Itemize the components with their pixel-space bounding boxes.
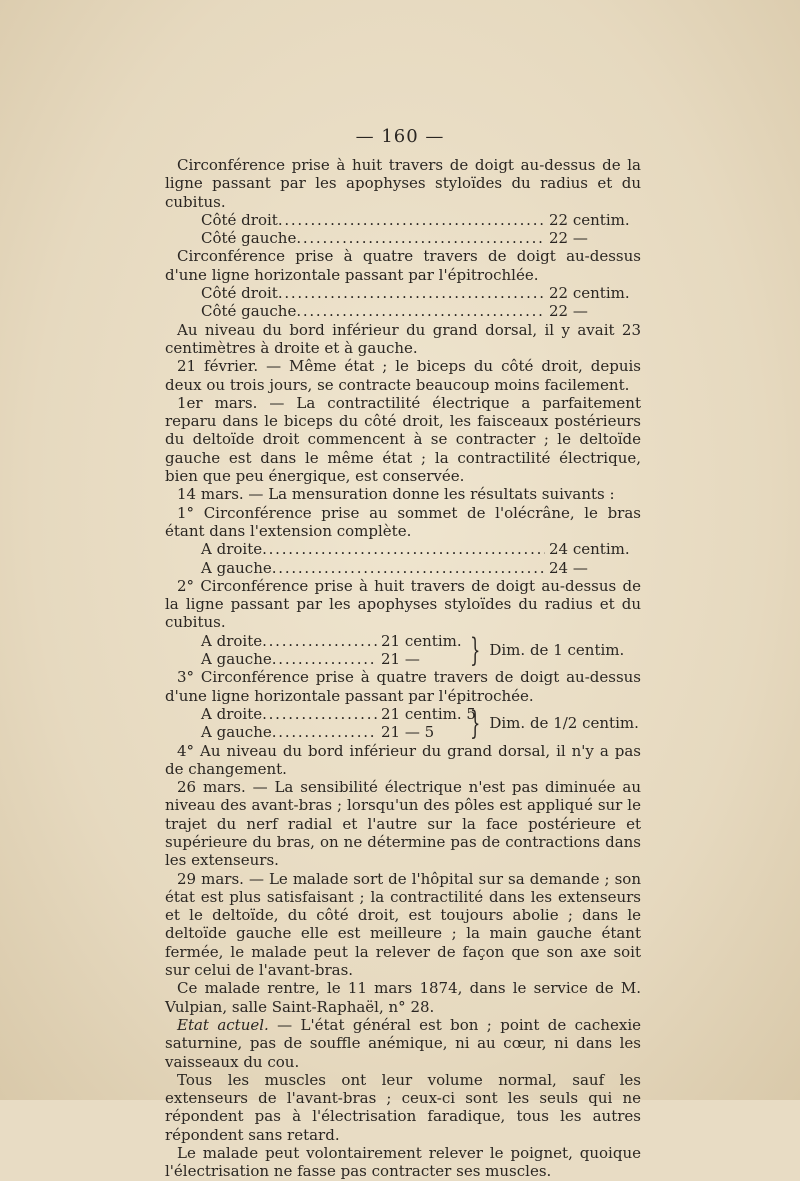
measure-label: A droite <box>201 631 263 650</box>
curly-brace: } <box>470 704 481 743</box>
measure-label: A gauche <box>201 558 272 577</box>
measurement-row <box>165 211 641 229</box>
measure-value: 22 centim. <box>549 284 630 303</box>
paragraph: 3° Circonférence prise à quatre travers de doigt au-dessus d'une ligne horizontale passant par l'épitrochée. <box>165 668 641 705</box>
measure-value: 21 centim. <box>381 631 462 650</box>
measure-label: A gauche <box>201 650 272 669</box>
paragraph: 29 mars. — Le malade sort de l'hôpital sur sa demande ; son état est plus satisfaisant ; la contractilité dans les extenseurs et le deltoïde, du côté droit, est toujours abolie ; dans le deltoïde gauche elle est meilleure ; la main gauche étant fermée, le malade peut la relever de façon que son axe soit sur celui de l'avant-bras. <box>165 869 641 980</box>
measure-label: Côté gauche <box>201 302 297 321</box>
measure-value: 21 centim. 5 <box>381 704 476 723</box>
paragraph-text: — L'état général est bon ; point de cachexie saturnine, pas de souffle anémique, ni au cœur, ni dans les vaisseaux du cou. <box>165 1015 641 1071</box>
paragraph <box>165 1016 641 1071</box>
paragraph: Circonférence prise à huit travers de doigt au-dessus de la ligne passant par les apophyses styloïdes du radius et du cubitus. <box>165 156 641 211</box>
page-number: — 160 — <box>355 126 445 147</box>
paragraph: 26 mars. — La sensibilité électrique n'est pas diminuée au niveau des avant-bras ; lorsqu'un des pôles est appliqué sur le trajet du nerf radial et l'autre sur la face postérieure et supérieure du bras, on ne détermine pas de contractions dans les extenseurs. <box>165 778 641 870</box>
italic-heading: Etat actuel. <box>177 1015 269 1034</box>
measure-value: 22 — <box>549 302 588 321</box>
paragraph: 2° Circonférence prise à huit travers de doigt au-dessus de la ligne passant par les apophyses styloïdes du radius et du cubitus. <box>165 576 641 632</box>
measure-label: Côté gauche <box>201 229 297 248</box>
curly-brace: } <box>470 631 481 670</box>
brace-measurement-block <box>165 632 641 669</box>
measure-value: 24 — <box>549 558 588 577</box>
measurement-row <box>165 284 641 302</box>
measure-value: 21 — 5 <box>381 723 435 742</box>
measure-value: 22 — <box>549 229 588 248</box>
measurement-row <box>165 229 641 247</box>
paragraph: Tous les muscles ont leur volume normal, sauf les extenseurs de l'avant-bras ; ceux-ci sont les seuls qui ne répondent pas à l'électrisation faradique, tous les autres répondent sans retard. <box>165 1070 641 1144</box>
difference-note: Dim. de 1 centim. <box>489 640 625 659</box>
measurement-row <box>165 302 641 320</box>
measure-label: A gauche <box>201 723 272 742</box>
paragraph: 4° Au niveau du bord inférieur du grand dorsal, il n'y a pas de changement. <box>165 741 641 778</box>
brace-measurement-block <box>165 705 641 742</box>
paragraph: Le malade peut volontairement relever le poignet, quoique l'électrisation ne fasse pas contracter ses muscles. <box>165 1144 641 1181</box>
page-text <box>165 156 641 1181</box>
measure-value: 22 centim. <box>549 210 630 229</box>
measure-label: A droite <box>201 704 263 723</box>
measure-label: Côté droit <box>201 284 278 303</box>
measurement-row <box>165 559 641 577</box>
paragraph: 1er mars. — La contractilité électrique a parfaitement reparu dans le biceps du côté droit, les faisceaux postérieurs du deltoïde droit commencent à se contracter ; le deltoïde gauche est dans le même état ; la contractilité électrique, bien que peu énergique, est conservée. <box>165 393 641 486</box>
paragraph: 14 mars. — La mensuration donne les résultats suivants : <box>177 485 615 504</box>
measure-label: Côté droit <box>201 210 278 229</box>
measure-label: A droite <box>201 540 263 559</box>
paragraph: 21 février. — Même état ; le biceps du côté droit, depuis deux ou trois jours, se contracte beaucoup moins facilement. <box>165 357 641 394</box>
paragraph: Ce malade rentre, le 11 mars 1874, dans le service de M. Vulpian, salle Saint-Raphaël, n° 28. <box>165 979 641 1016</box>
difference-note: Dim. de 1/2 centim. <box>489 714 639 733</box>
measurement-row <box>165 540 641 558</box>
paragraph: Au niveau du bord inférieur du grand dorsal, il y avait 23 centimètres à droite et à gauche. <box>165 320 641 357</box>
measure-value: 24 centim. <box>549 540 630 559</box>
paragraph: Circonférence prise à quatre travers de doigt au-dessus d'une ligne horizontale passant par l'épitrochlée. <box>165 247 641 284</box>
paragraph: 1° Circonférence prise au sommet de l'olécrâne, le bras étant dans l'extension complète. <box>165 503 641 540</box>
measure-value: 21 — <box>381 650 420 669</box>
